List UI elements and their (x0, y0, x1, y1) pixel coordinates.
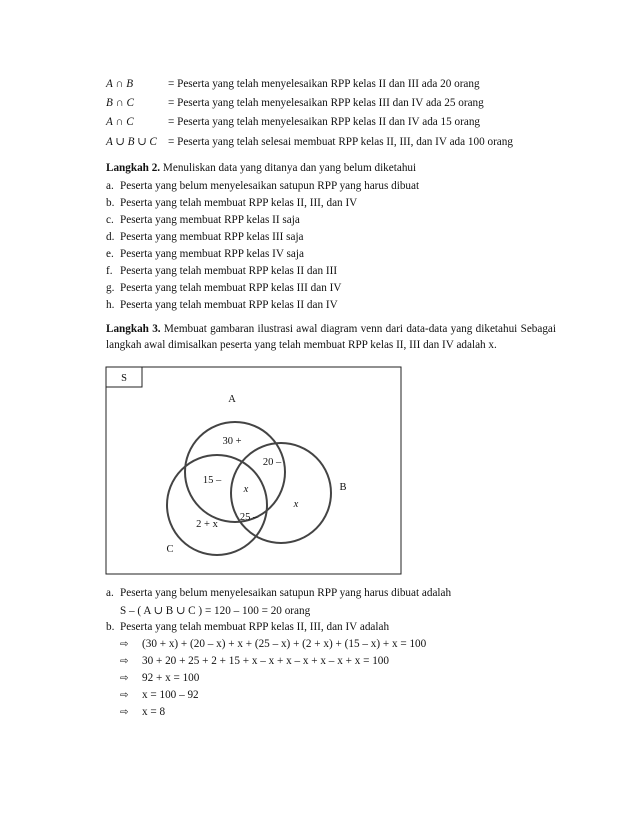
calc-step (120, 689, 199, 701)
definition-text: = Peserta yang telah menyelesaikan RPP kelas II dan IV ada 15 orang (168, 116, 481, 128)
arrow-right-icon: ⇨ (120, 707, 129, 718)
item-text: Peserta yang telah membuat RPP kelas II dan III (120, 265, 338, 277)
calc-step (120, 672, 199, 684)
calc-step (120, 706, 165, 718)
definition-symbol: B ∩ C (106, 97, 134, 109)
item-text: Peserta yang telah membuat RPP kelas II, III, dan IV (120, 197, 358, 209)
circle-c (167, 455, 267, 555)
region-a-c: 15 – (202, 475, 222, 486)
item-label: f. (106, 265, 113, 277)
answer-b-text: Peserta yang telah membuat RPP kelas II, III, dan IV adalah (120, 621, 390, 633)
item-label: h. (106, 299, 115, 311)
item-text: Peserta yang telah membuat RPP kelas II dan IV (120, 299, 338, 311)
definition-symbol: A ∩ C (106, 116, 134, 128)
set-a-label: A (228, 394, 236, 405)
arrow-right-icon: ⇨ (120, 656, 129, 667)
langkah-2-text: Menuliskan data yang ditanya dan yang belum diketahui (162, 162, 417, 174)
item-label: a. (106, 180, 114, 192)
answer-a (106, 587, 451, 599)
langkah-2-title: Langkah 2. (106, 162, 161, 174)
item-text: Peserta yang membuat RPP kelas III saja (120, 231, 304, 243)
arrow-right-icon: ⇨ (120, 690, 129, 701)
arrow-right-icon: ⇨ (120, 639, 129, 650)
region-b-only: x (293, 499, 299, 510)
item-text: Peserta yang membuat RPP kelas IV saja (120, 248, 304, 260)
answer-a-label: a. (106, 587, 114, 599)
calc-step (120, 638, 426, 650)
answer-a-calculation: S – ( A ∪ B ∪ C ) = 120 – 100 = 20 orang (120, 605, 311, 617)
region-a-only: 30 + (222, 436, 242, 447)
item-label: e. (106, 248, 114, 260)
item-label: d. (106, 231, 115, 243)
definition-text: = Peserta yang telah menyelesaikan RPP kelas III dan IV ada 25 orang (168, 97, 484, 109)
universe-label: S (121, 373, 127, 384)
calc-step-text: x = 8 (142, 706, 166, 718)
definition-symbol: A ∩ B (106, 78, 134, 90)
item-label: b. (106, 197, 115, 209)
langkah-3-text: Membuat gambaran ilustrasi awal diagram venn dari data-data yang diketahui Sebagai langkah awal dimisalkan peserta yang telah membuat RPP kelas II, III dan IV adalah x. (106, 323, 557, 351)
item-label: g. (106, 282, 115, 294)
set-c-label: C (166, 544, 174, 555)
set-b-label: B (339, 482, 347, 493)
calc-step (120, 655, 389, 667)
answer-b-label: b. (106, 621, 115, 633)
calc-step-text: x = 100 – 92 (142, 689, 199, 701)
region-c-only: 2 + x (196, 519, 218, 530)
item-text: Peserta yang telah membuat RPP kelas III dan IV (120, 282, 342, 294)
definition-symbol: A ∪ B ∪ C (106, 136, 157, 148)
langkah-3-title: Langkah 3. (106, 323, 161, 335)
region-a-b: 20 – (262, 457, 282, 468)
item-text: Peserta yang membuat RPP kelas II saja (120, 214, 300, 226)
calc-step-text: 30 + 20 + 25 + 2 + 15 + x – x + x – x + x – x + x = 100 (142, 655, 389, 667)
item-text: Peserta yang belum menyelesaikan satupun RPP yang harus dibuat (120, 180, 420, 192)
region-b-c: 25 – (239, 512, 259, 523)
definition-text: = Peserta yang telah selesai membuat RPP kelas II, III, dan IV ada 100 orang (168, 136, 513, 148)
answer-b (106, 621, 389, 633)
answer-a-text: Peserta yang belum menyelesaikan satupun RPP yang harus dibuat adalah (120, 587, 452, 599)
definition-text: = Peserta yang telah menyelesaikan RPP kelas II dan III ada 20 orang (168, 78, 480, 90)
item-label: c. (106, 214, 114, 226)
calc-step-text: (30 + x) + (20 – x) + x + (25 – x) + (2 + x) + (15 – x) + x = 100 (142, 638, 427, 650)
calc-step-text: 92 + x = 100 (142, 672, 200, 684)
arrow-right-icon: ⇨ (120, 673, 129, 684)
region-a-b-c: x (243, 484, 249, 495)
